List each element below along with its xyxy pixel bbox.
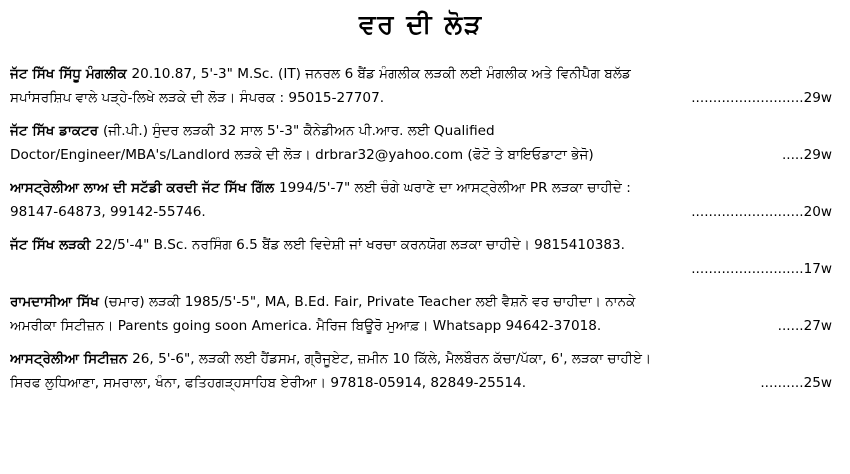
listing-3: [10, 176, 832, 224]
listing-lead: ਜੱਟ ਸਿੱਖ ਲੜਕੀ: [10, 237, 96, 253]
listing-code: ......27w: [777, 318, 832, 334]
listing-lead: ਜੱਟ ਸਿੱਖ ਡਾਕਟਰ: [10, 123, 103, 139]
page-title: ਵਰ ਦੀ ਲੋੜ: [358, 10, 484, 40]
listing-text: ਅਮਰੀਕਾ ਸਿਟੀਜ਼ਨ। Parents going soon America. ਮੈਰਿਜ ਬਿਊਰੋ ਮੁਆਫ਼। Whatsapp 94642-37018.: [10, 318, 602, 334]
listing-lead: ਆਸਟ੍ਰੇਲੀਆ ਲਾਅ ਦੀ ਸਟੱਡੀ ਕਰਦੀ ਜੱਟ ਸਿੱਖ ਗਿੱਲ: [10, 180, 279, 196]
listing-line-2: [10, 86, 832, 110]
listing-text: (ਚਮਾਰ) ਲੜਕੀ 1985/5'-5", MA, B.Ed. Fair, Private Teacher ਲਈ ਵੈਸ਼ਨੋ ਵਰ ਚਾਹੀਦਾ। ਨਾਨਕੇ: [103, 294, 636, 310]
listing-6: [10, 347, 832, 395]
listing-line-1: [10, 176, 832, 200]
listing-text: (ਜੀ.ਪੀ.) ਸੁੰਦਰ ਲੜਕੀ 32 ਸਾਲ 5'-3" ਕੈਨੇਡੀਅਨ ਪੀ.ਆਰ. ਲਈ Qualified: [102, 123, 495, 139]
listing-line-1: [10, 290, 832, 314]
listing-4: [10, 233, 832, 281]
listing-code: ..........................29w: [691, 90, 832, 106]
listing-1: [10, 62, 832, 110]
listing-text: ਸਿਰਫ ਲੁਧਿਆਣਾ, ਸਮਰਾਲਾ, ਖੰਨਾ, ਫਤਿਹਗੜ੍ਹਸਾਹਿਬ ਏਰੀਆ। 97818-05914, 82849-25514.: [10, 375, 527, 391]
listing-code: ..........25w: [760, 375, 832, 391]
listing-lead: ਜੱਟ ਸਿੱਖ ਸਿੱਧੂ ਮੰਗਲੀਕ: [10, 66, 132, 82]
listing-text: Doctor/Engineer/MBA's/Landlord ਲੜਕੇ ਦੀ ਲੋੜ। drbrar32@yahoo.com (ਫੋਟੋ ਤੇ ਬਾਇਓਡਾਟਾ ਭੇਜੋ): [10, 147, 594, 163]
listing-line-2: [10, 314, 832, 338]
listing-text: 98147-64873, 99142-55746.: [10, 204, 206, 220]
listing-line-1: [10, 233, 832, 257]
listing-text: 20.10.87, 5'-3" M.Sc. (IT) ਜਨਰਲ 6 ਬੈਂਡ ਮੰਗਲੀਕ ਲੜਕੀ ਲਈ ਮੰਗਲੀਕ ਅਤੇ ਵਿਨੀਪੈਗ ਬਲੱਡ: [131, 66, 631, 82]
listing-5: [10, 290, 832, 338]
listing-code: ..........................17w: [691, 261, 832, 277]
listing-text: 26, 5'-6", ਲੜਕੀ ਲਈ ਹੈਂਡਸਮ, ਗ੍ਰੈਜੂਏਟ, ਜ਼ਮੀਨ 10 ਕਿੱਲੇ, ਮੈਲਬੌਰਨ ਕੱਚਾ/ਪੱਕਾ, 6', ਲੜਕਾ ਚਾਹੀਏ।: [132, 351, 652, 367]
listing-code: .....29w: [781, 147, 832, 163]
listing-line-1: [10, 119, 832, 143]
listing-code: ..........................20w: [691, 204, 832, 220]
listing-line-2: [10, 371, 832, 395]
listing-line-2: [10, 200, 832, 224]
listing-text: 1994/5'-7" ਲਈ ਚੰਗੇ ਘਰਾਣੇ ਦਾ ਆਸਟ੍ਰੇਲੀਆ PR ਲੜਕਾ ਚਾਹੀਦੇ :: [278, 180, 631, 196]
listing-line-1: [10, 62, 832, 86]
listing-text: 22/5'-4" B.Sc. ਨਰਸਿੰਗ 6.5 ਬੈਂਡ ਲਈ ਵਿਦੇਸ਼ੀ ਜਾਂ ਖਰਚਾ ਕਰਨਯੋਗ ਲੜਕਾ ਚਾਹੀਦੇ। 9815410383.: [95, 237, 625, 253]
listing-line-2: [10, 257, 832, 281]
listing-text: ਸਪਾਂਸਰਸ਼ਿਪ ਵਾਲੇ ਪੜ੍ਹੇ-ਲਿਖੇ ਲੜਕੇ ਦੀ ਲੋੜ। ਸੰਪਰਕ : 95015-27707.: [10, 90, 385, 106]
listing-2: [10, 119, 832, 167]
listing-lead: ਰਾਮਦਾਸੀਆ ਸਿੱਖ: [10, 294, 104, 310]
listing-lead: ਆਸਟ੍ਰੇਲੀਆ ਸਿਟੀਜ਼ਨ: [10, 351, 133, 367]
listing-line-2: [10, 143, 832, 167]
listing-line-1: [10, 347, 832, 371]
